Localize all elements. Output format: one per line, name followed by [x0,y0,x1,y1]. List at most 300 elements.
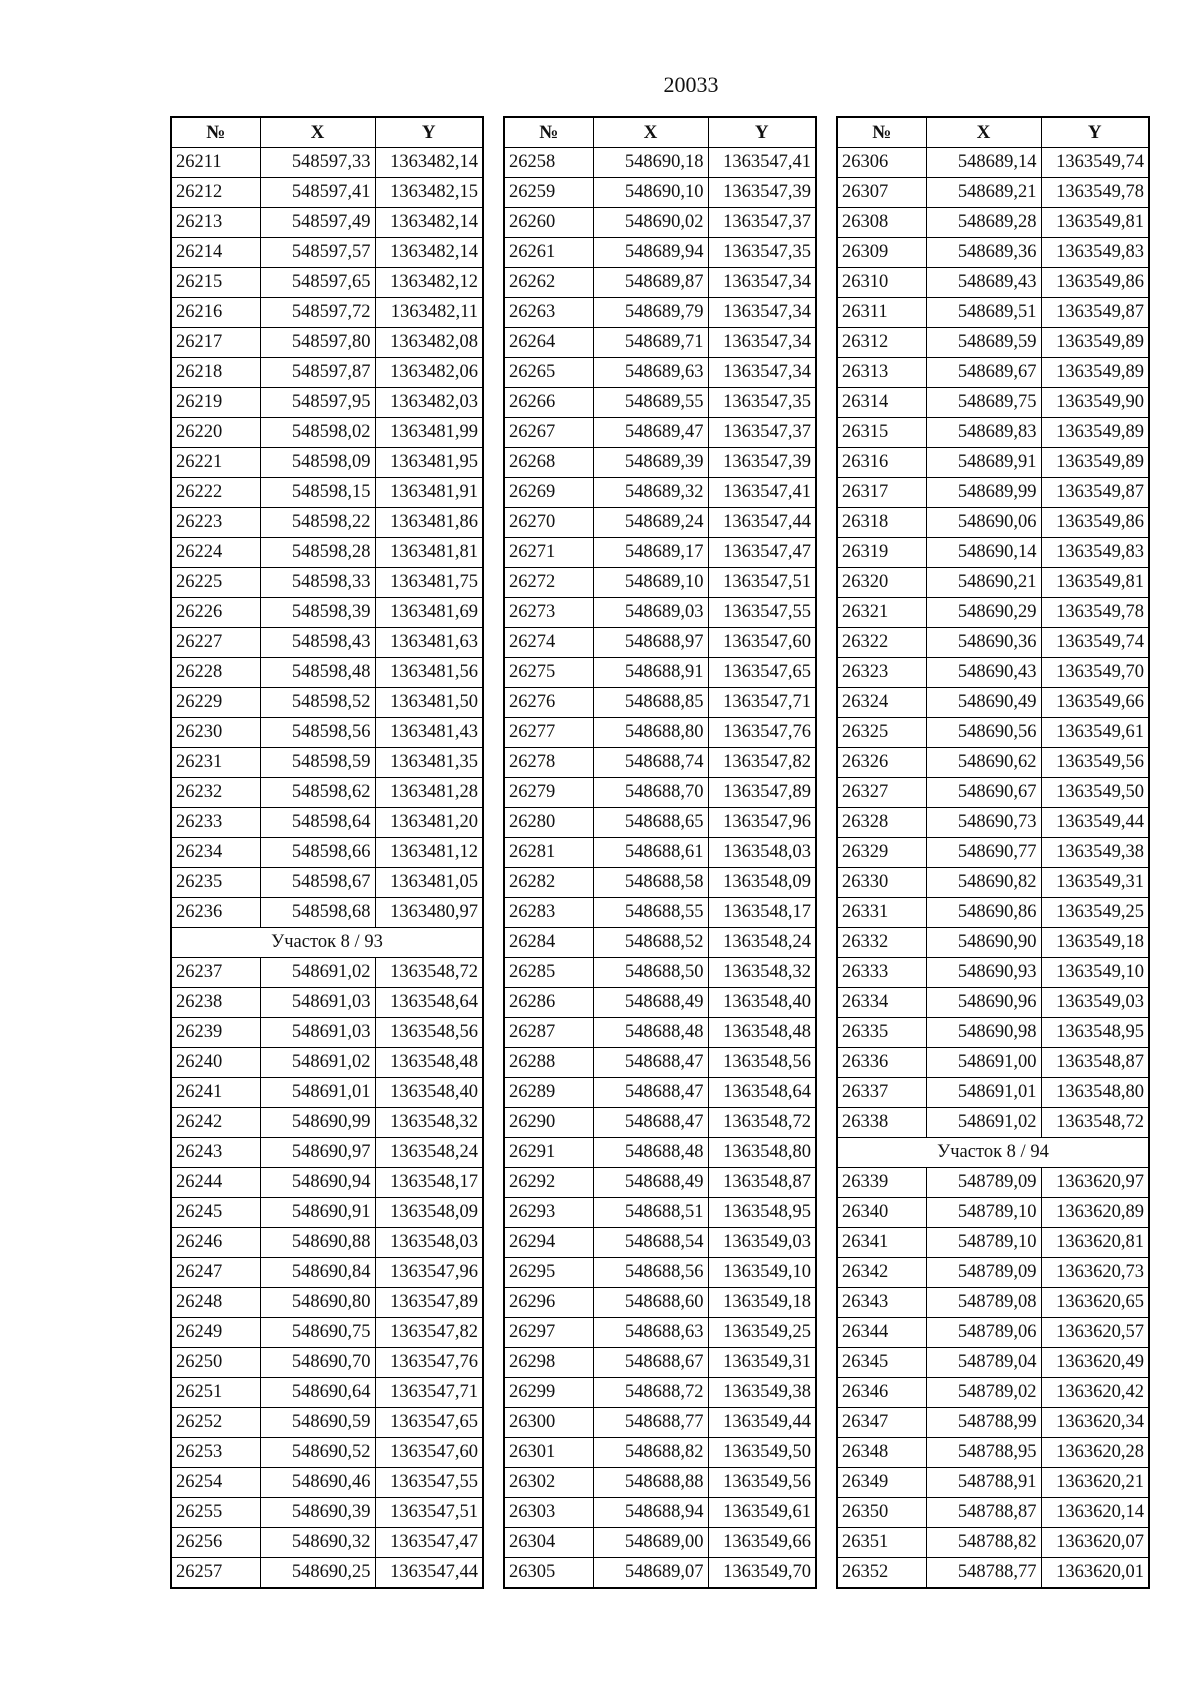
x-coordinate: 548690,82 [926,868,1041,898]
y-coordinate: 1363547,44 [375,1558,483,1589]
y-coordinate: 1363547,47 [708,538,816,568]
point-number: 26314 [837,388,926,418]
point-number: 26284 [504,928,593,958]
table-row [837,1378,1149,1408]
y-coordinate: 1363547,76 [708,718,816,748]
table-row [837,1408,1149,1438]
x-coordinate: 548690,77 [926,838,1041,868]
table-row [504,328,816,358]
point-number: 26327 [837,778,926,808]
table-row [504,358,816,388]
x-coordinate: 548689,32 [593,478,708,508]
x-coordinate: 548691,02 [260,958,375,988]
header-num: № [504,117,593,148]
point-number: 26329 [837,838,926,868]
table-row [171,268,483,298]
x-coordinate: 548690,80 [260,1288,375,1318]
x-coordinate: 548598,62 [260,778,375,808]
x-coordinate: 548690,43 [926,658,1041,688]
point-number: 26246 [171,1228,260,1258]
point-number: 26230 [171,718,260,748]
y-coordinate: 1363549,56 [708,1468,816,1498]
point-number: 26339 [837,1168,926,1198]
point-number: 26340 [837,1198,926,1228]
x-coordinate: 548688,47 [593,1048,708,1078]
x-coordinate: 548688,72 [593,1378,708,1408]
x-coordinate: 548691,03 [260,988,375,1018]
point-number: 26220 [171,418,260,448]
y-coordinate: 1363482,14 [375,238,483,268]
table-row [504,1498,816,1528]
point-number: 26226 [171,598,260,628]
point-number: 26321 [837,598,926,628]
x-coordinate: 548688,77 [593,1408,708,1438]
y-coordinate: 1363547,65 [375,1408,483,1438]
x-coordinate: 548598,15 [260,478,375,508]
y-coordinate: 1363547,96 [375,1258,483,1288]
point-number: 26258 [504,148,593,178]
y-coordinate: 1363620,21 [1041,1468,1149,1498]
y-coordinate: 1363549,89 [1041,418,1149,448]
x-coordinate: 548788,91 [926,1468,1041,1498]
point-number: 26244 [171,1168,260,1198]
y-coordinate: 1363548,48 [708,1018,816,1048]
point-number: 26338 [837,1108,926,1138]
table-row [171,988,483,1018]
x-coordinate: 548688,82 [593,1438,708,1468]
point-number: 26283 [504,898,593,928]
y-coordinate: 1363549,03 [708,1228,816,1258]
point-number: 26333 [837,958,926,988]
x-coordinate: 548789,06 [926,1318,1041,1348]
y-coordinate: 1363547,51 [708,568,816,598]
point-number: 26242 [171,1108,260,1138]
x-coordinate: 548690,67 [926,778,1041,808]
y-coordinate: 1363548,56 [375,1018,483,1048]
y-coordinate: 1363547,41 [708,478,816,508]
point-number: 26255 [171,1498,260,1528]
x-coordinate: 548689,00 [593,1528,708,1558]
table-row [837,628,1149,658]
table-row [171,1378,483,1408]
x-coordinate: 548690,84 [260,1258,375,1288]
y-coordinate: 1363548,17 [375,1168,483,1198]
table-row [504,928,816,958]
y-coordinate: 1363481,63 [375,628,483,658]
y-coordinate: 1363482,06 [375,358,483,388]
table-row [837,838,1149,868]
point-number: 26232 [171,778,260,808]
x-coordinate: 548690,75 [260,1318,375,1348]
table-row [171,208,483,238]
y-coordinate: 1363547,76 [375,1348,483,1378]
table-row [837,538,1149,568]
y-coordinate: 1363620,14 [1041,1498,1149,1528]
table-row [171,1318,483,1348]
table-row [171,688,483,718]
point-number: 26271 [504,538,593,568]
y-coordinate: 1363481,43 [375,718,483,748]
point-number: 26213 [171,208,260,238]
y-coordinate: 1363549,74 [1041,148,1149,178]
x-coordinate: 548689,55 [593,388,708,418]
x-coordinate: 548690,94 [260,1168,375,1198]
x-coordinate: 548690,97 [260,1138,375,1168]
point-number: 26250 [171,1348,260,1378]
point-number: 26282 [504,868,593,898]
x-coordinate: 548689,39 [593,448,708,478]
x-coordinate: 548690,93 [926,958,1041,988]
table-row [504,1558,816,1589]
x-coordinate: 548597,80 [260,328,375,358]
y-coordinate: 1363548,72 [1041,1108,1149,1138]
table-row [837,1468,1149,1498]
x-coordinate: 548688,97 [593,628,708,658]
y-coordinate: 1363549,38 [1041,838,1149,868]
x-coordinate: 548689,94 [593,238,708,268]
table-row [837,1198,1149,1228]
y-coordinate: 1363548,32 [375,1108,483,1138]
table-row [504,1018,816,1048]
x-coordinate: 548788,99 [926,1408,1041,1438]
table-row [171,1078,483,1108]
point-number: 26256 [171,1528,260,1558]
point-number: 26234 [171,838,260,868]
y-coordinate: 1363549,50 [1041,778,1149,808]
x-coordinate: 548598,68 [260,898,375,928]
header-num: № [171,117,260,148]
x-coordinate: 548690,52 [260,1438,375,1468]
point-number: 26225 [171,568,260,598]
coordinates-table-2 [503,116,817,1589]
table-row [171,298,483,328]
x-coordinate: 548688,85 [593,688,708,718]
table-row [837,1228,1149,1258]
y-coordinate: 1363547,96 [708,808,816,838]
table-row [837,958,1149,988]
x-coordinate: 548598,33 [260,568,375,598]
x-coordinate: 548789,10 [926,1228,1041,1258]
x-coordinate: 548689,07 [593,1558,708,1589]
y-coordinate: 1363549,44 [708,1408,816,1438]
x-coordinate: 548690,88 [260,1228,375,1258]
x-coordinate: 548597,41 [260,178,375,208]
point-number: 26322 [837,628,926,658]
point-number: 26277 [504,718,593,748]
point-number: 26336 [837,1048,926,1078]
point-number: 26328 [837,808,926,838]
table-row [171,1138,483,1168]
table-row [837,178,1149,208]
point-number: 26312 [837,328,926,358]
y-coordinate: 1363548,64 [375,988,483,1018]
x-coordinate: 548788,87 [926,1498,1041,1528]
point-number: 26345 [837,1348,926,1378]
y-coordinate: 1363549,78 [1041,178,1149,208]
table-row [837,868,1149,898]
y-coordinate: 1363549,56 [1041,748,1149,778]
table-header-row [504,117,816,148]
x-coordinate: 548689,99 [926,478,1041,508]
x-coordinate: 548690,99 [260,1108,375,1138]
y-coordinate: 1363549,87 [1041,298,1149,328]
table-row [171,1468,483,1498]
table-row [171,1528,483,1558]
y-coordinate: 1363548,48 [375,1048,483,1078]
point-number: 26337 [837,1078,926,1108]
table-row [837,1018,1149,1048]
point-number: 26243 [171,1138,260,1168]
table-row [504,1198,816,1228]
table-row [504,1408,816,1438]
table-row [171,718,483,748]
table-row [837,268,1149,298]
x-coordinate: 548597,33 [260,148,375,178]
x-coordinate: 548598,67 [260,868,375,898]
y-coordinate: 1363547,89 [375,1288,483,1318]
x-coordinate: 548689,71 [593,328,708,358]
y-coordinate: 1363482,15 [375,178,483,208]
point-number: 26351 [837,1528,926,1558]
table-row [504,1048,816,1078]
table-row [504,598,816,628]
y-coordinate: 1363548,40 [708,988,816,1018]
point-number: 26235 [171,868,260,898]
table-row [171,958,483,988]
table-row [504,538,816,568]
y-coordinate: 1363549,18 [708,1288,816,1318]
y-coordinate: 1363549,31 [1041,868,1149,898]
table-row [504,868,816,898]
point-number: 26287 [504,1018,593,1048]
coordinates-table-3 [836,116,1150,1589]
y-coordinate: 1363549,83 [1041,238,1149,268]
y-coordinate: 1363549,86 [1041,508,1149,538]
point-number: 26275 [504,658,593,688]
table-row [504,388,816,418]
point-number: 26349 [837,1468,926,1498]
y-coordinate: 1363620,49 [1041,1348,1149,1378]
point-number: 26289 [504,1078,593,1108]
x-coordinate: 548689,10 [593,568,708,598]
y-coordinate: 1363549,25 [708,1318,816,1348]
y-coordinate: 1363481,99 [375,418,483,448]
table-row [837,1258,1149,1288]
x-coordinate: 548690,02 [593,208,708,238]
y-coordinate: 1363548,80 [1041,1078,1149,1108]
y-coordinate: 1363549,18 [1041,928,1149,958]
table-row [504,568,816,598]
table-row [504,1528,816,1558]
table-row [504,298,816,328]
point-number: 26239 [171,1018,260,1048]
y-coordinate: 1363620,28 [1041,1438,1149,1468]
y-coordinate: 1363620,57 [1041,1318,1149,1348]
y-coordinate: 1363547,82 [375,1318,483,1348]
point-number: 26313 [837,358,926,388]
point-number: 26224 [171,538,260,568]
table-row [171,628,483,658]
x-coordinate: 548688,63 [593,1318,708,1348]
point-number: 26273 [504,598,593,628]
x-coordinate: 548598,22 [260,508,375,538]
point-number: 26317 [837,478,926,508]
point-number: 26350 [837,1498,926,1528]
y-coordinate: 1363549,89 [1041,328,1149,358]
y-coordinate: 1363549,10 [1041,958,1149,988]
table-row [837,238,1149,268]
x-coordinate: 548690,73 [926,808,1041,838]
x-coordinate: 548688,61 [593,838,708,868]
point-number: 26248 [171,1288,260,1318]
x-coordinate: 548690,70 [260,1348,375,1378]
y-coordinate: 1363548,72 [708,1108,816,1138]
table-row [171,238,483,268]
point-number: 26316 [837,448,926,478]
x-coordinate: 548689,17 [593,538,708,568]
point-number: 26245 [171,1198,260,1228]
y-coordinate: 1363547,44 [708,508,816,538]
point-number: 26306 [837,148,926,178]
point-number: 26286 [504,988,593,1018]
point-number: 26292 [504,1168,593,1198]
table-row [171,508,483,538]
x-coordinate: 548691,02 [926,1108,1041,1138]
x-coordinate: 548688,55 [593,898,708,928]
y-coordinate: 1363480,97 [375,898,483,928]
x-coordinate: 548598,43 [260,628,375,658]
table-row [837,778,1149,808]
y-coordinate: 1363549,74 [1041,628,1149,658]
table-row [171,658,483,688]
point-number: 26320 [837,568,926,598]
x-coordinate: 548689,24 [593,508,708,538]
y-coordinate: 1363549,87 [1041,478,1149,508]
y-coordinate: 1363481,69 [375,598,483,628]
table-row [837,1288,1149,1318]
point-number: 26214 [171,238,260,268]
y-coordinate: 1363547,39 [708,178,816,208]
y-coordinate: 1363549,03 [1041,988,1149,1018]
point-number: 26346 [837,1378,926,1408]
point-number: 26249 [171,1318,260,1348]
point-number: 26211 [171,148,260,178]
x-coordinate: 548690,39 [260,1498,375,1528]
x-coordinate: 548597,57 [260,238,375,268]
point-number: 26227 [171,628,260,658]
point-number: 26223 [171,508,260,538]
y-coordinate: 1363549,78 [1041,598,1149,628]
point-number: 26288 [504,1048,593,1078]
y-coordinate: 1363481,20 [375,808,483,838]
table-row [504,718,816,748]
point-number: 26231 [171,748,260,778]
table-row [171,748,483,778]
table-row [837,358,1149,388]
x-coordinate: 548688,65 [593,808,708,838]
table-row [171,538,483,568]
x-coordinate: 548597,87 [260,358,375,388]
y-coordinate: 1363547,65 [708,658,816,688]
point-number: 26266 [504,388,593,418]
point-number: 26274 [504,628,593,658]
y-coordinate: 1363620,73 [1041,1258,1149,1288]
x-coordinate: 548690,91 [260,1198,375,1228]
x-coordinate: 548688,47 [593,1108,708,1138]
table-row [837,748,1149,778]
y-coordinate: 1363549,61 [1041,718,1149,748]
y-coordinate: 1363549,89 [1041,358,1149,388]
y-coordinate: 1363549,66 [708,1528,816,1558]
table-row [504,658,816,688]
table-row [171,568,483,598]
table-row [504,1438,816,1468]
point-number: 26280 [504,808,593,838]
table-row [504,1288,816,1318]
y-coordinate: 1363547,71 [708,688,816,718]
y-coordinate: 1363482,12 [375,268,483,298]
table-row [837,328,1149,358]
point-number: 26308 [837,208,926,238]
point-number: 26233 [171,808,260,838]
x-coordinate: 548688,54 [593,1228,708,1258]
y-coordinate: 1363481,12 [375,838,483,868]
y-coordinate: 1363549,83 [1041,538,1149,568]
table-row [504,1078,816,1108]
section-title: Участок 8 / 94 [837,1138,1149,1168]
point-number: 26319 [837,538,926,568]
header-y: Y [1041,117,1149,148]
table-row [171,148,483,178]
x-coordinate: 548688,67 [593,1348,708,1378]
point-number: 26344 [837,1318,926,1348]
point-number: 26279 [504,778,593,808]
table-row [837,298,1149,328]
point-number: 26278 [504,748,593,778]
y-coordinate: 1363481,91 [375,478,483,508]
table-row [504,178,816,208]
point-number: 26331 [837,898,926,928]
y-coordinate: 1363481,86 [375,508,483,538]
table-row [837,418,1149,448]
y-coordinate: 1363549,61 [708,1498,816,1528]
x-coordinate: 548789,09 [926,1258,1041,1288]
point-number: 26262 [504,268,593,298]
x-coordinate: 548689,51 [926,298,1041,328]
y-coordinate: 1363481,50 [375,688,483,718]
point-number: 26217 [171,328,260,358]
header-x: X [260,117,375,148]
x-coordinate: 548598,64 [260,808,375,838]
x-coordinate: 548689,47 [593,418,708,448]
y-coordinate: 1363547,34 [708,268,816,298]
y-coordinate: 1363620,42 [1041,1378,1149,1408]
table-row [171,1348,483,1378]
table-row [837,658,1149,688]
point-number: 26334 [837,988,926,1018]
y-coordinate: 1363481,05 [375,868,483,898]
table-row [837,598,1149,628]
point-number: 26302 [504,1468,593,1498]
y-coordinate: 1363547,37 [708,418,816,448]
x-coordinate: 548597,72 [260,298,375,328]
y-coordinate: 1363620,65 [1041,1288,1149,1318]
point-number: 26299 [504,1378,593,1408]
y-coordinate: 1363481,95 [375,448,483,478]
point-number: 26298 [504,1348,593,1378]
y-coordinate: 1363548,09 [708,868,816,898]
table-row [837,1558,1149,1589]
